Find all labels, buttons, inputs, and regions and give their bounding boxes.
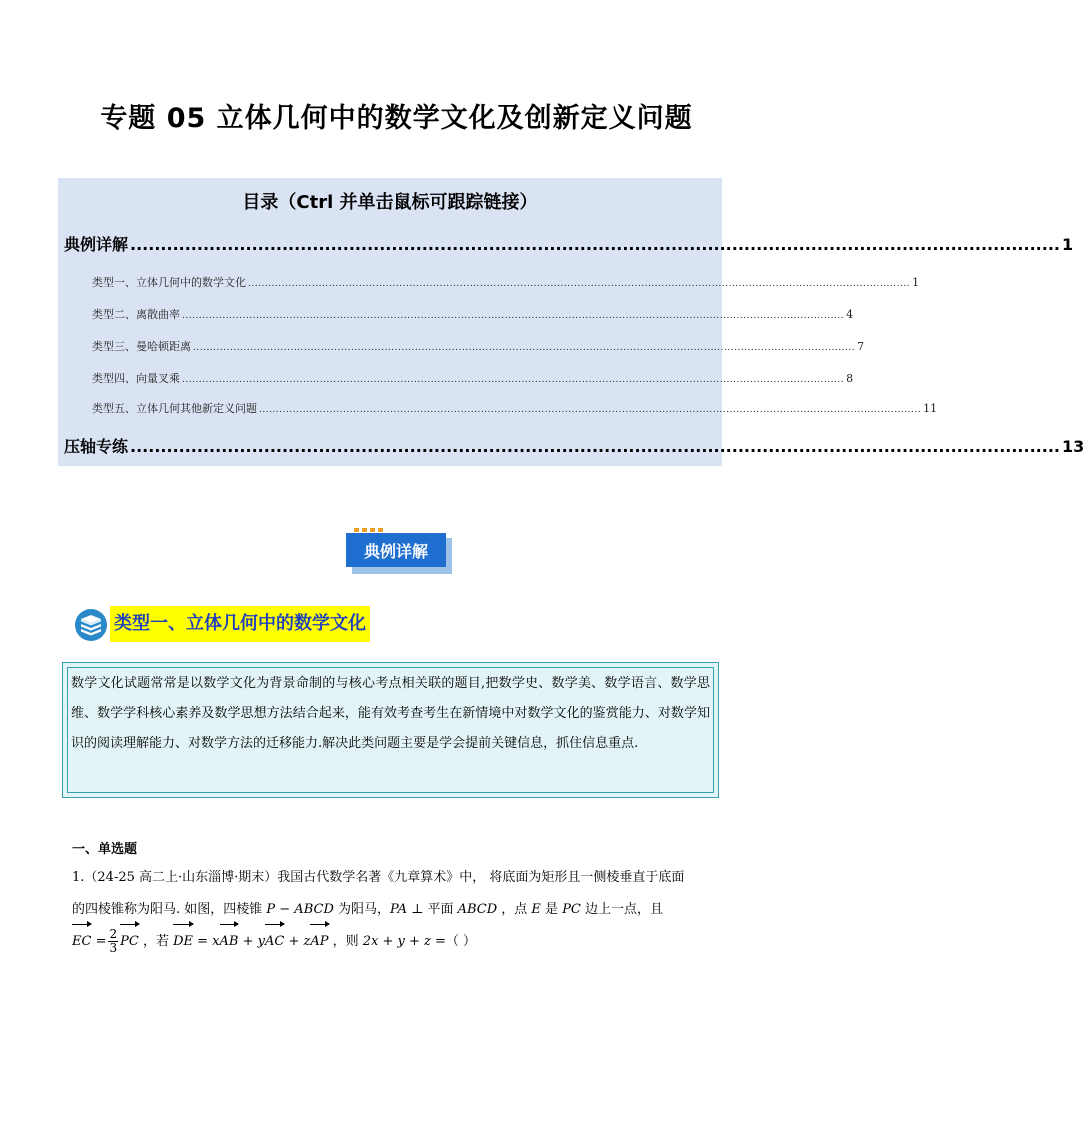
toc-entry-label: 类型四、向量叉乘 bbox=[92, 372, 180, 385]
toc-entry-label: 类型二、离散曲率 bbox=[92, 308, 180, 321]
toc-entry-page: 1 bbox=[1061, 235, 1074, 254]
toc-entry[interactable]: 类型五、立体几何其他新定义问题 ..................................................................................................................................................................................................... 11 bbox=[92, 402, 938, 415]
toc-entry-page: 1 bbox=[912, 276, 920, 289]
toc-entry[interactable]: 类型一、立体几何中的数学文化 ..................................................................................................................................................................................................... 1 bbox=[92, 276, 920, 289]
question-formula-line: EC = $\frac{2}{3}$ PC ，若 DE = xAB + yAC + zAP ，则 2x + y + z =（ ） bbox=[72, 926, 722, 958]
type-section-title: 类型一、立体几何中的数学文化 bbox=[110, 606, 370, 642]
toc-entry-page: 4 bbox=[846, 308, 854, 321]
toc-entry[interactable]: 压轴专练 ......................................................................................................................................................... 13 bbox=[64, 434, 714, 457]
toc-entry-label: 类型一、立体几何中的数学文化 bbox=[92, 276, 246, 289]
toc-entry-label: 典例详解 bbox=[64, 235, 129, 254]
toc-entry-page: 11 bbox=[923, 402, 938, 415]
fraction: $\frac{2}{3}$ bbox=[109, 927, 118, 955]
question-1 bbox=[72, 862, 722, 958]
toc-entry-label: 压轴专练 bbox=[64, 437, 129, 456]
document-title: 专题 05 立体几何中的数学文化及创新定义问题 bbox=[100, 103, 693, 134]
toc-entry[interactable]: 类型二、离散曲率 ..................................................................................................................................................................................................... 4 bbox=[92, 308, 854, 321]
info-box bbox=[62, 662, 719, 798]
toc-entry[interactable]: 典例详解 ......................................................................................................................................................... 1 bbox=[64, 232, 714, 255]
toc-entry-page: 13 bbox=[1061, 437, 1084, 456]
toc-entry[interactable]: 类型三、曼哈顿距离 ..................................................................................................................................................................................................... 7 bbox=[92, 340, 865, 353]
toc-entry-label: 类型五、立体几何其他新定义问题 bbox=[92, 402, 257, 415]
books-stack-icon bbox=[74, 608, 108, 642]
section-badge-label: 典例详解 bbox=[346, 533, 446, 567]
table-of-contents bbox=[58, 178, 1084, 466]
question-line: 的四棱锥称为阳马. 如图，四棱锥 P − ABCD 为阳马，PA ⊥ 平面 ABCD ，点 E 是 PC 边上一点，且 bbox=[72, 902, 664, 917]
question-line: 1.（24-25 高二上·山东淄博·期末）我国古代数学名著《九章算术》中， 将底面为矩形且一侧棱垂直于底面 bbox=[72, 870, 685, 885]
info-text: 数学文化试题常常是以数学文化为背景命制的与核心考点相关联的题目,把数学史、数学美、数学语言、数学思维、数学学科核心素养及数学思想方法结合起来，能有效考查考生在新情境中对数学文化的鉴赏能力、对数学知识的阅读理解能力、对数学方法的迁移能力.解决此类问题主要是学会提前关键信息，抓住信息重点. bbox=[71, 676, 710, 751]
toc-entry[interactable]: 类型四、向量叉乘 ..................................................................................................................................................................................................... 8 bbox=[92, 372, 854, 385]
section-heading: 一、单选题 bbox=[72, 842, 138, 857]
section-badge bbox=[346, 528, 454, 576]
toc-entry-page: 8 bbox=[846, 372, 854, 385]
toc-heading: 目录（Ctrl 并单击鼠标可跟踪链接） bbox=[242, 192, 538, 213]
toc-entry-label: 类型三、曼哈顿距离 bbox=[92, 340, 191, 353]
toc-entry-page: 7 bbox=[857, 340, 865, 353]
badge-decoration bbox=[354, 528, 383, 532]
